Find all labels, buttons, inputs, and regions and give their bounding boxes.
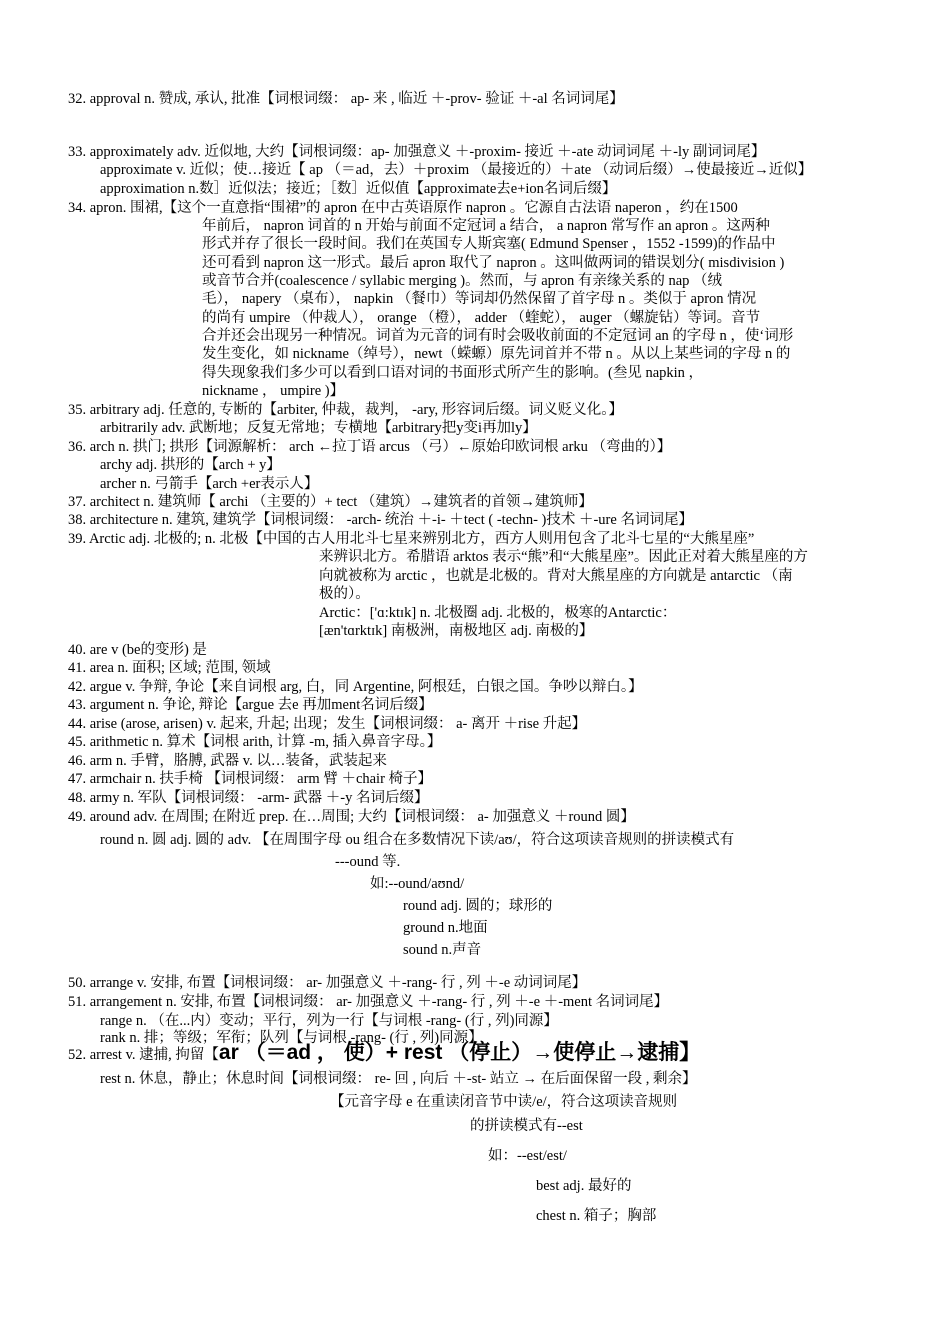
entry-52-sub-rest: rest n. 休息，静止；休息时间【词根词缀： re- 回 , 向后 ＋-st- 站立 → 在后面保留一段 , 剩余】 bbox=[100, 1071, 697, 1087]
entry-49-example-round: round adj. 圆的；球形的 bbox=[403, 898, 553, 914]
entry-36-sub-archy: archy adj. 拱形的【arch + y】 bbox=[100, 457, 281, 473]
entry-52 bbox=[68, 1041, 701, 1065]
entry-49-example-ground: ground n.地面 bbox=[403, 920, 488, 936]
entry-47: 47. armchair n. 扶手椅 【词根词缀： arm 臂 ＋chair 椅子】 bbox=[68, 771, 433, 787]
entry-35: 35. arbitrary adj. 任意的, 专断的【arbiter, 仲裁，裁判， -ary, 形容词后缀。词义贬义化。】 bbox=[68, 402, 624, 418]
entry-34-line-8: 合并还会出现另一种情况。词首为元音的词有时会吸收前面的不定冠词 an 的字母 n ，使‘词形 bbox=[202, 328, 794, 344]
entry-52-etymology: ar （＝ad ， 使）+ rest （停止）→使停止→逮捕】 bbox=[218, 1041, 701, 1064]
entry-52-headword: 52. arrest v. 逮捕, 拘留【 bbox=[68, 1047, 219, 1063]
entry-38: 38. architecture n. 建筑, 建筑学【词根词缀： -arch- 统治 ＋-i- ＋tect ( -techn- )技术 ＋-ure 名词词尾】 bbox=[68, 512, 693, 528]
entry-52-rule-line-1: 【元音字母 e 在重读闭音节中读/e/，符合这项读音规则 bbox=[330, 1094, 678, 1110]
entry-41: 41. area n. 面积; 区域; 范围, 领域 bbox=[68, 660, 271, 676]
entry-39-line-5: Arctic：['ɑ:ktɪk] n. 北极圈 adj. 北极的，极寒的Antarctic： bbox=[319, 605, 677, 621]
entry-34-line-11: nickname ， umpire )】 bbox=[202, 383, 345, 399]
entry-34-line-3: 形式并存了很长一段时间。我们在英国专人斯宾塞( Edmund Spenser ，1552 -1599)的作品中 bbox=[202, 236, 776, 252]
entry-42: 42. argue v. 争辩, 争论【来自词根 arg, 白，同 Argentine, 阿根廷，白银之国。争吵以辩白。】 bbox=[68, 679, 643, 695]
entry-49: 49. around adv. 在周围; 在附近 prep. 在…周围; 大约【词根词缀： a- 加强意义 ＋round 圆】 bbox=[68, 809, 635, 825]
entry-40: 40. are v (be的变形) 是 bbox=[68, 642, 207, 658]
entry-39-line-4: 极的）。 bbox=[319, 586, 370, 602]
entry-34-line-5: 或音节合并(coalescence / syllabic merging )。然而，与 apron 有亲缘关系的 nap （绒 bbox=[202, 273, 723, 289]
entry-49-example-heading: 如:--ound/aʊnd/ bbox=[370, 876, 465, 892]
entry-39-line-1: 39. Arctic adj. 北极的; n. 北极【中国的古人用北斗七星来辨别北方，西方人则用包含了北斗七星的“大熊星座” bbox=[68, 531, 755, 547]
entry-37: 37. architect n. 建筑师【 archi （主要的）+ tect （建筑）→建筑者的首领→建筑师】 bbox=[68, 494, 593, 510]
entry-34-line-4: 还可看到 napron 这一形式。最后 apron 取代了 napron 。这叫做两词的错误划分( misdivision ) bbox=[202, 255, 785, 271]
entry-34-line-10: 得失现象我们多少可以看到口语对词的书面形式所产生的影响。(叁见 napkin ， bbox=[202, 365, 704, 381]
entry-49-example-sound: sound n.声音 bbox=[403, 942, 482, 958]
entry-33-sub-approximate: approximate v. 近似；使…接近【 ap （＝ad，去）＋proxim （最接近的）＋ate （动词后缀）→使最接近→近似】 bbox=[100, 162, 813, 178]
entry-49-sub-round: round n. 圆 adj. 圆的 adv. 【在周围字母 ou 组合在多数情况下读/aʊ/，符合这项读音规则的拼读模式有 bbox=[100, 832, 735, 848]
entry-39-line-3: 向就被称为 arctic ，也就是北极的。背对大熊星座的方向就是 antarctic （南 bbox=[319, 568, 793, 584]
entry-52-example-heading: 如：--est/est/ bbox=[488, 1148, 567, 1164]
entry-32: 32. approval n. 赞成, 承认, 批准【词根词缀： ap- 来 , 临近 ＋-prov- 验证 ＋-al 名词词尾】 bbox=[68, 91, 624, 107]
entry-46: 46. arm n. 手臂，胳膊, 武器 v. 以…装备，武装起来 bbox=[68, 753, 387, 769]
entry-49-ound-pattern: ---ound 等. bbox=[335, 854, 401, 870]
entry-52-example-chest: chest n. 箱子；胸部 bbox=[536, 1208, 657, 1224]
entry-44: 44. arise (arose, arisen) v. 起来, 升起; 出现；发生【词根词缀： a- 离开 ＋rise 升起】 bbox=[68, 716, 587, 732]
entry-52-rule-line-2: 的拼读模式有--est bbox=[470, 1118, 583, 1134]
entry-51: 51. arrangement n. 安排, 布置【词根词缀： ar- 加强意义 ＋-rang- 行 , 列 ＋-e ＋-ment 名词词尾】 bbox=[68, 994, 669, 1010]
entry-34-line-9: 发生变化，如 nickname（绰号），newt（蝾螈）原先词首并不带 n 。从以上某些词的字母 n 的 bbox=[202, 346, 791, 362]
entry-51-sub-range: range n. （在...内）变动；平行，列为一行【与词根 -rang- (行 , 列)同源】 bbox=[100, 1013, 558, 1029]
entry-34-line-7: 的尚有 umpire （仲裁人）， orange （橙）， adder （蝰蛇）， auger （螺旋钻）等词。音节 bbox=[202, 310, 761, 326]
entry-34-line-1: 34. apron. 围裙,【这个一直意指“围裙”的 apron 在中古英语原作 napron 。它源自古法语 naperon ，约在1500 bbox=[68, 200, 738, 216]
entry-48: 48. army n. 军队【词根词缀： -arm- 武器 ＋-y 名词后缀】 bbox=[68, 790, 429, 806]
entry-50: 50. arrange v. 安排, 布置【词根词缀： ar- 加强意义 ＋-rang- 行 , 列 ＋-e 动词词尾】 bbox=[68, 975, 587, 991]
entry-45: 45. arithmetic n. 算术【词根 arith, 计算 -m, 插入鼻音字母。】 bbox=[68, 734, 442, 750]
entry-36: 36. arch n. 拱门; 拱形【词源解析： arch ←拉丁语 arcus （弓）←原始印欧词根 arku （弯曲的）】 bbox=[68, 439, 672, 455]
entry-34-line-6: 毛）， napery （桌布）， napkin （餐巾）等词却仍然保留了首字母 n 。类似于 apron 情况 bbox=[202, 291, 757, 307]
entry-51-sub-rank: rank n. 排；等级；军衔；队列【与词根 -rang- (行 , 列)同源】 bbox=[100, 1030, 483, 1046]
entry-33: 33. approximately adv. 近似地, 大约【词根词缀：ap- 加强意义 ＋-proxim- 接近 ＋-ate 动词词尾 ＋-ly 副词词尾】 bbox=[68, 144, 766, 160]
entry-35-sub-arbitrarily: arbitrarily adv. 武断地；反复无常地；专横地【arbitrary把y变i再加ly】 bbox=[100, 420, 537, 436]
entry-39-line-6: [æn'tɑrktɪk] 南极洲，南极地区 adj. 南极的】 bbox=[319, 623, 594, 639]
entry-52-example-best: best adj. 最好的 bbox=[536, 1178, 632, 1194]
entry-34-line-2: 年前后， napron 词首的 n 开始与前面不定冠词 a 结合， a napron 常写作 an apron 。这两种 bbox=[202, 218, 770, 234]
entry-33-sub-approximation: approximation n.数］近似法；接近；［数］近似值【approximate去e+ion名词后缀】 bbox=[100, 181, 617, 197]
entry-43: 43. argument n. 争论, 辩论【argue 去e 再加ment名词后缀】 bbox=[68, 697, 433, 713]
entry-36-sub-archer: archer n. 弓箭手【arch +er表示人】 bbox=[100, 476, 319, 492]
entry-39-line-2: 来辨识北方。希腊语 arktos 表示“熊”和“大熊星座”。因此正对着大熊星座的方 bbox=[319, 549, 808, 565]
